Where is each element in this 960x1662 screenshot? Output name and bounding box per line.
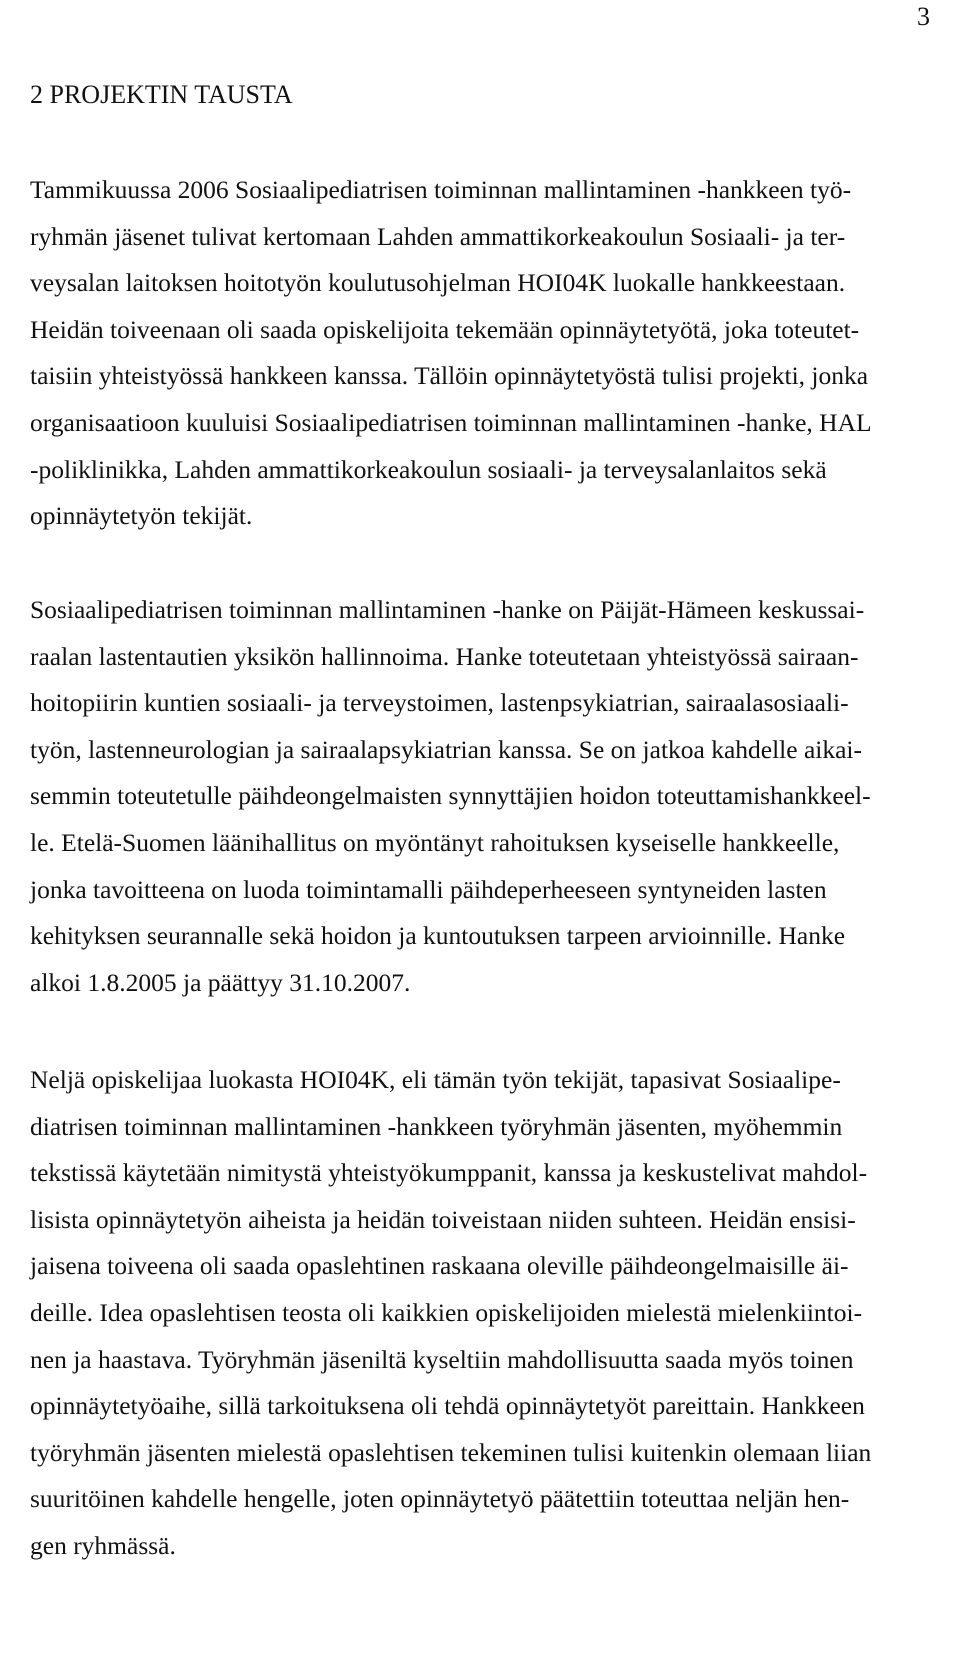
text-line: suuritöinen kahdelle hengelle, joten opinnäytetyö päätettiin toteuttaa neljän hen- (30, 1484, 850, 1514)
text-line: taisiin yhteistyössä hankkeen kanssa. Tällöin opinnäytetyöstä tulisi projekti, jonka (30, 361, 869, 391)
paragraph-1 (30, 167, 872, 540)
text-line: Sosiaalipediatrisen toiminnan mallintaminen -hanke on Päijät-Hämeen keskussai- (30, 595, 865, 624)
text-line: kehityksen seurannalle sekä hoidon ja kuntoutuksen tarpeen arvioinnille. Hanke (30, 921, 846, 951)
text-line: Tammikuussa 2006 Sosiaalipediatrisen toiminnan mallintaminen -hankkeen työ- (30, 175, 852, 204)
text-line: Heidän toiveenaan oli saada opiskelijoita tekemään opinnäytetyötä, joka toteutet- (30, 314, 860, 344)
text-line: semmin toteutetulle päihdeongelmaisten synnyttäjien hoidon toteuttamishankkeel- (30, 781, 871, 811)
text-line: jonka tavoitteena on luoda toimintamalli päihdeperheeseen syntyneiden lasten (30, 874, 827, 904)
text-line: diatrisen toiminnan mallintaminen -hankkeen työryhmän jäsenten, myöhemmin (30, 1111, 843, 1141)
text-line: hoitopiirin kuntien sosiaali- ja terveystoimen, lastenpsykiatrian, sairaalasosiaali- (30, 688, 849, 718)
section-heading: 2 PROJEKTIN TAUSTA (30, 80, 293, 109)
paragraph-3 (30, 1057, 871, 1570)
text-line: tekstissä käytetään nimitystä yhteistyökumppanit, kanssa ja keskustelivat mahdol- (30, 1158, 868, 1188)
paragraph-2 (30, 587, 871, 1006)
text-line: ryhmän jäsenet tulivat kertomaan Lahden ammattikorkeakoulun Sosiaali- ja ter- (30, 221, 846, 251)
text-line: veysalan laitoksen hoitotyön koulutusohjelman HOI04K luokalle hankkeestaan. (30, 268, 846, 298)
text-line: jaisena toiveena oli saada opaslehtinen raskaana oleville päihdeongelmaisille äi- (30, 1251, 849, 1281)
text-line: työn, lastenneurologian ja sairaalapsykiatrian kanssa. Se on jatkoa kahdelle aikai- (30, 734, 863, 764)
text-line: työryhmän jäsenten mielestä opaslehtisen tekeminen tulisi kuitenkin olemaan liian (30, 1437, 872, 1467)
text-line: gen ryhmässä. (30, 1530, 176, 1560)
text-line: organisaatioon kuuluisi Sosiaalipediatrisen toiminnan mallintaminen -hanke, HAL (30, 407, 872, 437)
text-line: opinnäytetyön tekijät. (30, 501, 253, 531)
text-line: deille. Idea opaslehtisen teosta oli kaikkien opiskelijoiden mielestä mielenkiintoi- (30, 1297, 863, 1327)
text-line: alkoi 1.8.2005 ja päättyy 31.10.2007. (30, 967, 411, 997)
text-line: Neljä opiskelijaa luokasta HOI04K, eli tämän työn tekijät, tapasivat Sosiaalipe- (30, 1065, 841, 1094)
text-line: -poliklinikka, Lahden ammattikorkeakoulun sosiaali- ja terveysalanlaitos sekä (30, 454, 827, 484)
text-line: nen ja haastava. Työryhmän jäseniltä kyseltiin mahdollisuutta saada myös toinen (30, 1344, 854, 1374)
text-line: lisista opinnäytetyön aiheista ja heidän toiveistaan niiden suhteen. Heidän ensisi- (30, 1204, 856, 1234)
page-number: 3 (917, 2, 930, 31)
text-line: le. Etelä-Suomen läänihallitus on myöntänyt rahoituksen kyseiselle hankkeelle, (30, 827, 840, 857)
text-line: opinnäytetyöaihe, sillä tarkoituksena oli tehdä opinnäytetyöt pareittain. Hankkeen (30, 1391, 865, 1421)
text-line: raalan lastentautien yksikön hallinnoima. Hanke toteutetaan yhteistyössä sairaan- (30, 641, 859, 671)
